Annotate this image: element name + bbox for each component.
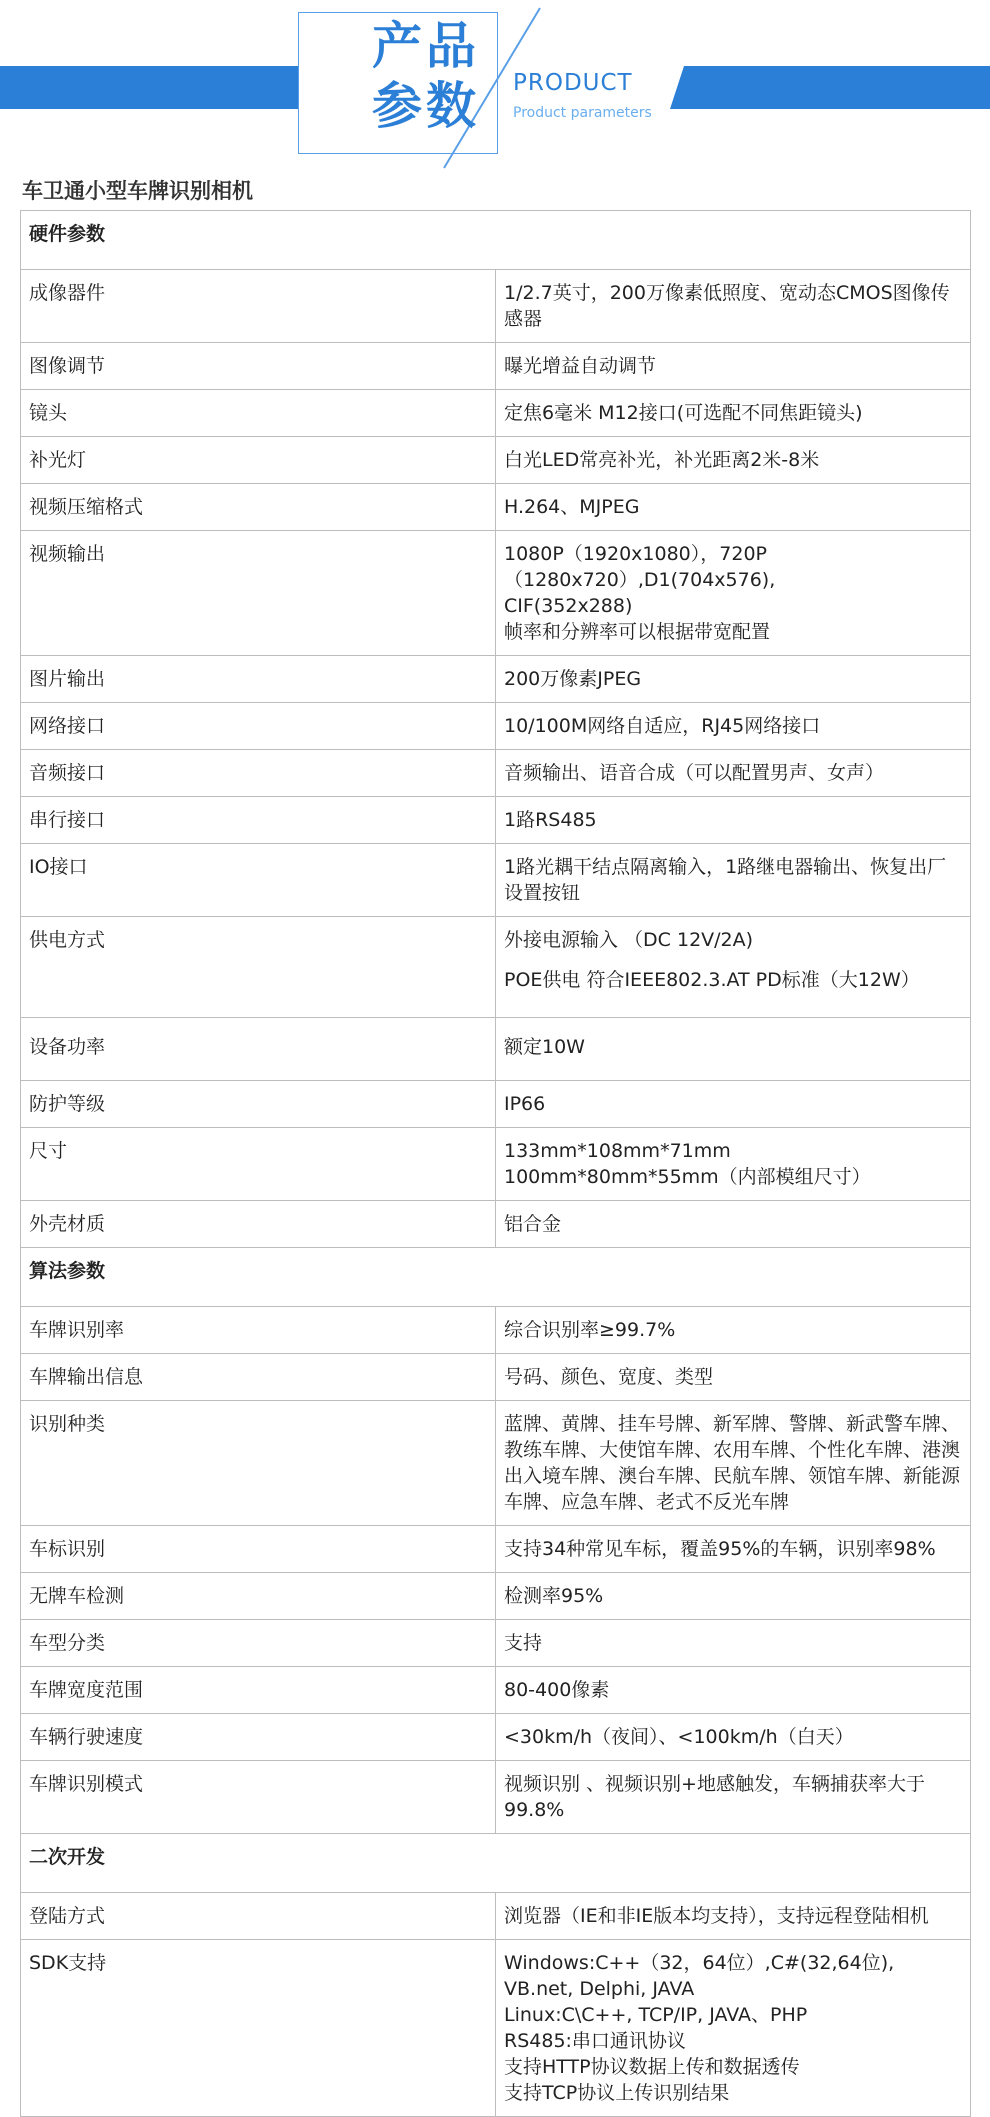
spec-value xyxy=(496,1128,971,1201)
spec-value xyxy=(496,484,971,531)
spec-label: 音频接口 xyxy=(21,750,496,797)
header-banner xyxy=(0,0,990,170)
spec-table-body xyxy=(21,211,971,2117)
spec-label: 网络接口 xyxy=(21,703,496,750)
spec-row xyxy=(21,1354,971,1401)
spec-row xyxy=(21,1893,971,1940)
spec-label: 登陆方式 xyxy=(21,1893,496,1940)
spec-value xyxy=(496,1573,971,1620)
spec-value xyxy=(496,1081,971,1128)
spec-row xyxy=(21,1201,971,1248)
spec-label: 供电方式 xyxy=(21,917,496,1018)
spec-value-line: H.264、MJPEG xyxy=(504,496,640,518)
spec-value-line: Windows:C++（32，64位）,C#(32,64位), VB.net, Delphi, JAVA xyxy=(504,1952,895,2000)
spec-value xyxy=(496,750,971,797)
spec-value xyxy=(496,703,971,750)
spec-value xyxy=(496,1526,971,1573)
spec-row xyxy=(21,1307,971,1354)
spec-row xyxy=(21,390,971,437)
spec-label: 车标识别 xyxy=(21,1526,496,1573)
spec-row xyxy=(21,484,971,531)
section-header-row xyxy=(21,211,971,270)
spec-value-line: 10/100M网络自适应，RJ45网络接口 xyxy=(504,715,821,737)
spec-label: 车牌输出信息 xyxy=(21,1354,496,1401)
spec-row xyxy=(21,797,971,844)
spec-value xyxy=(496,1893,971,1940)
spec-row xyxy=(21,844,971,917)
spec-value-line: 外接电源输入 （DC 12V/2A) xyxy=(504,929,754,951)
spec-value-line: POE供电 符合IEEE802.3.AT PD标准（大12W） xyxy=(504,969,920,991)
section-header-row xyxy=(21,1248,971,1307)
spec-value-line: 铝合金 xyxy=(504,1213,562,1235)
spec-row xyxy=(21,1526,971,1573)
spec-value xyxy=(496,1201,971,1248)
spec-value-line: IP66 xyxy=(504,1093,546,1115)
spec-value-line: 1080P（1920x1080），720P（1280x720）,D1(704x576), xyxy=(504,543,776,591)
spec-value xyxy=(496,270,971,343)
line-gap xyxy=(504,953,962,967)
spec-value xyxy=(496,1761,971,1834)
page-subtitle-en: Product parameters xyxy=(513,105,652,121)
spec-value xyxy=(496,531,971,656)
page-title-line1: 产品 xyxy=(372,17,480,75)
spec-value xyxy=(496,1620,971,1667)
spec-row xyxy=(21,656,971,703)
spec-value-line: 1路RS485 xyxy=(504,809,597,831)
spec-row xyxy=(21,1081,971,1128)
spec-value-line: RS485:串口通讯协议 xyxy=(504,2030,686,2052)
spec-value-line: <30km/h（夜间）、<100km/h（白天） xyxy=(504,1726,854,1748)
spec-value-line: 浏览器（IE和非IE版本均支持），支持远程登陆相机 xyxy=(504,1905,929,1927)
spec-value-line: 白光LED常亮补光，补光距离2米-8米 xyxy=(504,449,820,471)
spec-label: 视频输出 xyxy=(21,531,496,656)
section-title: 二次开发 xyxy=(21,1834,971,1893)
page-title xyxy=(372,16,480,136)
spec-row xyxy=(21,1573,971,1620)
spec-row xyxy=(21,750,971,797)
spec-label: IO接口 xyxy=(21,844,496,917)
spec-label: 防护等级 xyxy=(21,1081,496,1128)
spec-label: 尺寸 xyxy=(21,1128,496,1201)
spec-row xyxy=(21,270,971,343)
spec-row xyxy=(21,1128,971,1201)
spec-value-line: CIF(352x288) xyxy=(504,595,633,617)
spec-value-line: 检测率95% xyxy=(504,1585,604,1607)
spec-value xyxy=(496,390,971,437)
spec-value xyxy=(496,844,971,917)
spec-value-line: 1路光耦干结点隔离输入，1路继电器输出、恢复出厂设置按钮 xyxy=(504,856,947,904)
spec-label: 车牌宽度范围 xyxy=(21,1667,496,1714)
spec-row xyxy=(21,1940,971,2117)
spec-label: 图像调节 xyxy=(21,343,496,390)
spec-row xyxy=(21,343,971,390)
spec-label: 外壳材质 xyxy=(21,1201,496,1248)
spec-value-line: 曝光增益自动调节 xyxy=(504,355,657,377)
spec-value xyxy=(496,1307,971,1354)
spec-value xyxy=(496,1940,971,2117)
spec-row xyxy=(21,1667,971,1714)
spec-row xyxy=(21,1714,971,1761)
spec-label: 视频压缩格式 xyxy=(21,484,496,531)
spec-value xyxy=(496,917,971,1018)
spec-row xyxy=(21,703,971,750)
spec-value xyxy=(496,1018,971,1081)
spec-label: 无牌车检测 xyxy=(21,1573,496,1620)
page-title-line2: 参数 xyxy=(372,77,480,135)
spec-label: 设备功率 xyxy=(21,1018,496,1081)
spec-value xyxy=(496,437,971,484)
spec-label: 补光灯 xyxy=(21,437,496,484)
section-title: 算法参数 xyxy=(21,1248,971,1307)
spec-value xyxy=(496,1714,971,1761)
spec-label: 车型分类 xyxy=(21,1620,496,1667)
diagonal-slash xyxy=(0,0,990,170)
section-title: 硬件参数 xyxy=(21,211,971,270)
spec-value-line: 视频识别 、视频识别+地感触发，车辆捕获率大于99.8% xyxy=(504,1773,925,1821)
spec-value xyxy=(496,343,971,390)
spec-value-line: 综合识别率≥99.7% xyxy=(504,1319,676,1341)
spec-label: 图片输出 xyxy=(21,656,496,703)
spec-value-line: 80-400像素 xyxy=(504,1679,610,1701)
line-gap xyxy=(504,993,962,1007)
spec-value-line: Linux:C\C++, TCP/IP, JAVA、PHP xyxy=(504,2004,808,2026)
spec-label: 成像器件 xyxy=(21,270,496,343)
spec-label: SDK支持 xyxy=(21,1940,496,2117)
spec-row xyxy=(21,917,971,1018)
spec-value-line: 支持34种常见车标，覆盖95%的车辆，识别率98% xyxy=(504,1538,936,1560)
spec-value-line: 1/2.7英寸，200万像素低照度、宽动态CMOS图像传感器 xyxy=(504,282,950,330)
spec-value-line: 支持TCP协议上传识别结果 xyxy=(504,2082,730,2104)
spec-label: 识别种类 xyxy=(21,1401,496,1526)
spec-value xyxy=(496,1667,971,1714)
spec-label: 串行接口 xyxy=(21,797,496,844)
spec-value-line: 额定10W xyxy=(504,1036,585,1058)
spec-value-line: 帧率和分辨率可以根据带宽配置 xyxy=(504,621,771,643)
spec-value-line: 定焦6毫米 M12接口(可选配不同焦距镜头) xyxy=(504,402,863,424)
spec-row xyxy=(21,531,971,656)
spec-value-line: 蓝牌、黄牌、挂车号牌、新军牌、警牌、新武警车牌、教练车牌、大使馆车牌、农用车牌、个性化车牌、港澳出入境车牌、澳台车牌、民航车牌、领馆车牌、新能源车牌、应急车牌、老式不反光车牌 xyxy=(504,1413,961,1513)
spec-label: 车牌识别率 xyxy=(21,1307,496,1354)
spec-row xyxy=(21,1401,971,1526)
product-name: 车卫通小型车牌识别相机 xyxy=(22,179,253,203)
spec-row xyxy=(21,437,971,484)
spec-value xyxy=(496,1354,971,1401)
spec-value xyxy=(496,656,971,703)
spec-value-line: 100mm*80mm*55mm（内部模组尺寸） xyxy=(504,1166,871,1188)
spec-row xyxy=(21,1761,971,1834)
spec-value-line: 133mm*108mm*71mm xyxy=(504,1140,731,1162)
spec-label: 车牌识别模式 xyxy=(21,1761,496,1834)
spec-value-line: 支持HTTP协议数据上传和数据透传 xyxy=(504,2056,800,2078)
page-title-en: PRODUCT xyxy=(513,70,633,96)
spec-table xyxy=(20,210,971,2117)
spec-value-line: 音频输出、语音合成（可以配置男声、女声） xyxy=(504,762,885,784)
spec-value-line: 号码、颜色、宽度、类型 xyxy=(504,1366,714,1388)
spec-value xyxy=(496,797,971,844)
spec-value-line: 200万像素JPEG xyxy=(504,668,642,690)
spec-row xyxy=(21,1620,971,1667)
spec-value xyxy=(496,1401,971,1526)
spec-label: 车辆行驶速度 xyxy=(21,1714,496,1761)
spec-value-line: 支持 xyxy=(504,1632,543,1654)
spec-row xyxy=(21,1018,971,1081)
spec-label: 镜头 xyxy=(21,390,496,437)
section-header-row xyxy=(21,1834,971,1893)
